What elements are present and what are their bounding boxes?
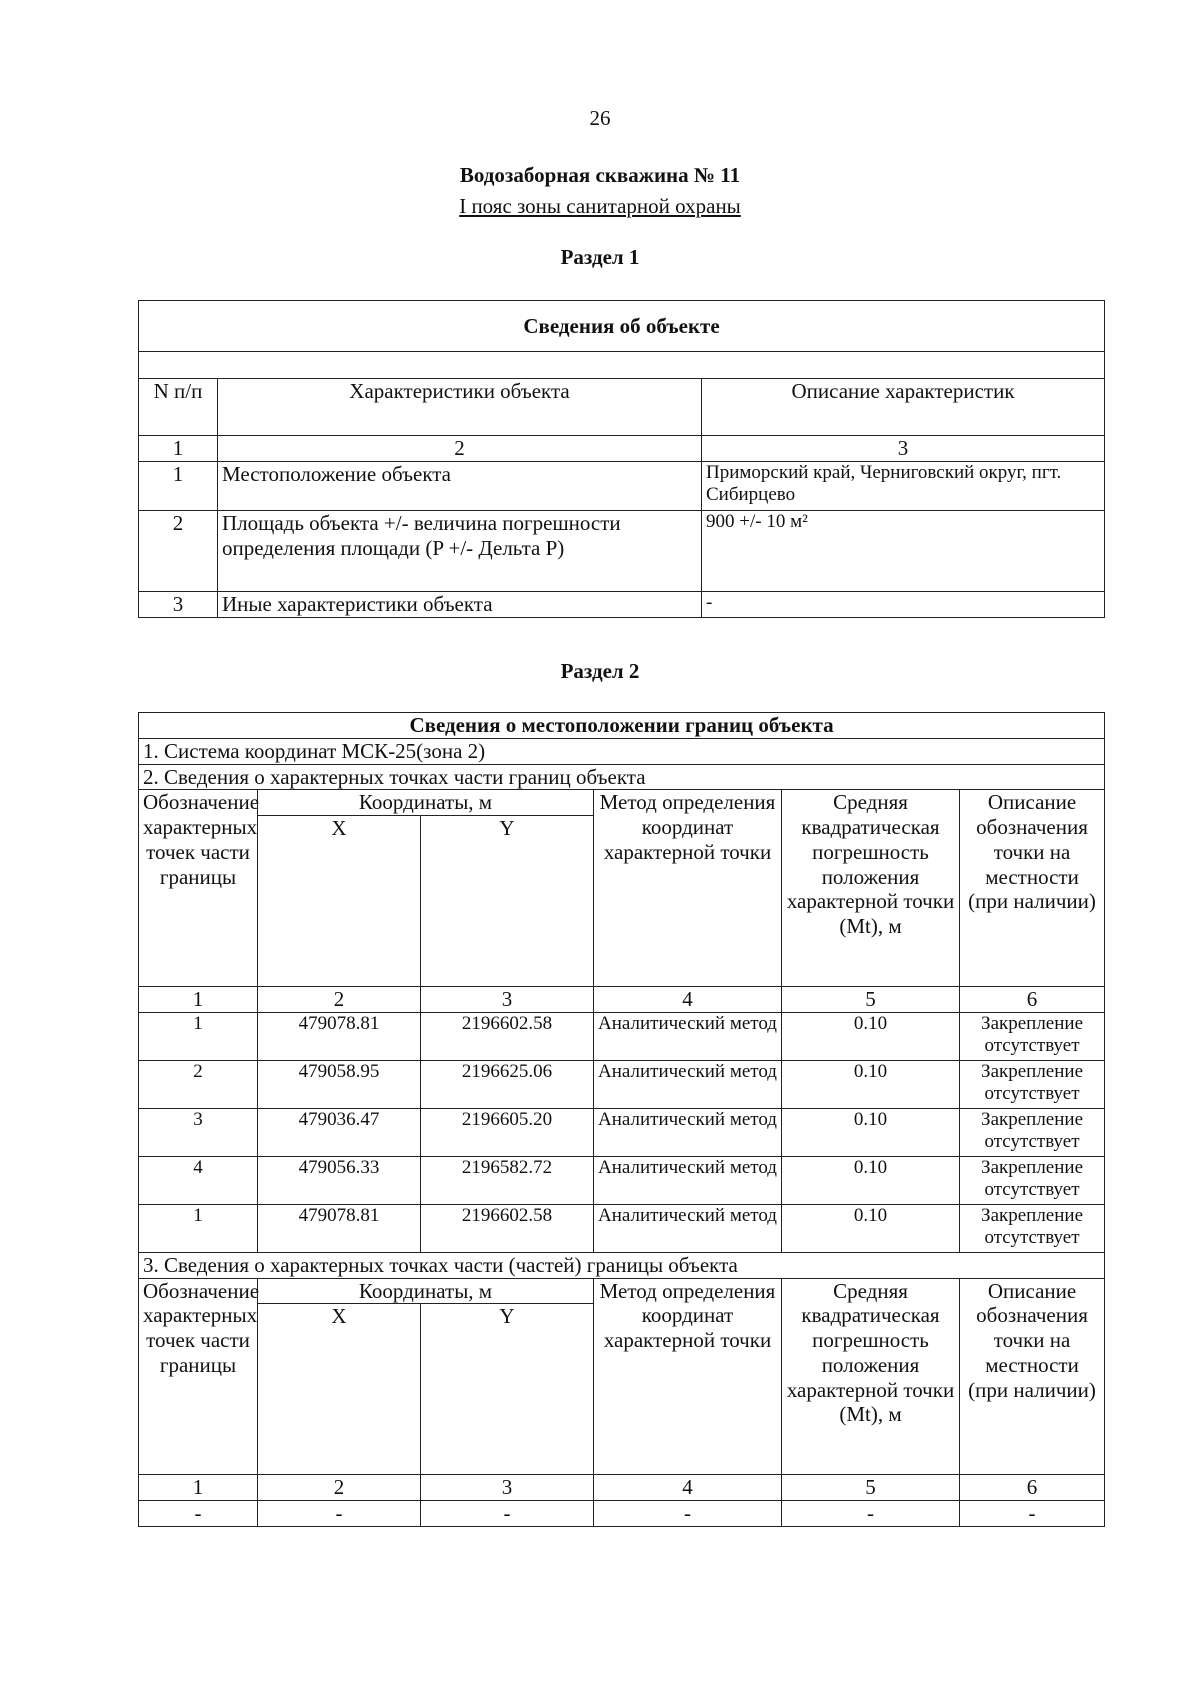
col-header-designation: Обозначение характерных точек части границы (139, 790, 258, 987)
point-description: Закрепление отсутствует (960, 1012, 1105, 1060)
location-info-table (138, 712, 1105, 1527)
point-y: 2196602.58 (421, 1012, 594, 1060)
dash-cell: - (258, 1501, 421, 1527)
object-info-row (139, 461, 1105, 510)
object-info-row (139, 510, 1105, 591)
col-header-description: Описание характеристик (702, 379, 1105, 436)
point-error: 0.10 (782, 1156, 960, 1204)
col-header-num: N п/п (139, 379, 218, 436)
col-number: 6 (960, 987, 1105, 1013)
col-number: 1 (139, 987, 258, 1013)
row-value: Приморский край, Черниговский округ, пгт. Сибирцево (702, 461, 1105, 510)
point-y: 2196605.20 (421, 1108, 594, 1156)
subtitle-text: I пояс зоны санитарной охраны (459, 194, 741, 218)
col-header-x: X (258, 816, 421, 987)
point-method: Аналитический метод (594, 1108, 782, 1156)
row-num: 2 (139, 510, 218, 591)
page-number: 26 (589, 106, 611, 130)
point-y: 2196625.06 (421, 1060, 594, 1108)
col-number: 5 (782, 987, 960, 1013)
point-description: Закрепление отсутствует (960, 1108, 1105, 1156)
col-number: 3 (421, 987, 594, 1013)
row-value: 900 +/- 10 м² (702, 510, 1105, 591)
point-error: 0.10 (782, 1108, 960, 1156)
dash-cell: - (139, 1501, 258, 1527)
col-header-description: Описание обозначения точки на местности (при наличии) (960, 790, 1105, 987)
col-header-method: Метод определения координат характерной точки (594, 790, 782, 987)
document-title: Водозаборная скважина № 11 (459, 163, 741, 187)
col-header-coords: Координаты, м (258, 790, 594, 816)
col-header-method: Метод определения координат характерной точки (594, 1278, 782, 1475)
point-row (139, 1012, 1105, 1060)
dash-cell: - (594, 1501, 782, 1527)
document-subtitle (0, 194, 1200, 219)
section-2-heading: Раздел 2 (560, 659, 640, 683)
col-number: 2 (218, 436, 702, 462)
point-y: 2196582.72 (421, 1156, 594, 1204)
col-number: 4 (594, 987, 782, 1013)
point-error: 0.10 (782, 1204, 960, 1252)
section-1-heading: Раздел 1 (560, 245, 640, 269)
col-header-y: Y (421, 1304, 594, 1475)
point-id: 1 (139, 1204, 258, 1252)
col-header-characteristic: Характеристики объекта (218, 379, 702, 436)
point-x: 479036.47 (258, 1108, 421, 1156)
col-header-designation: Обозначение характерных точек части границы (139, 1278, 258, 1475)
part1-column-numbers (139, 987, 1105, 1013)
col-number: 5 (782, 1475, 960, 1501)
empty-row (139, 352, 1105, 379)
row-name: Площадь объекта +/- величина погрешности определения площади (P +/- Дельта P) (218, 510, 702, 591)
dash-cell: - (960, 1501, 1105, 1527)
point-x: 479078.81 (258, 1204, 421, 1252)
col-number: 3 (421, 1475, 594, 1501)
dash-cell: - (782, 1501, 960, 1527)
col-header-description: Описание обозначения точки на местности (при наличии) (960, 1278, 1105, 1475)
point-row (139, 1156, 1105, 1204)
col-number: 2 (258, 1475, 421, 1501)
col-header-error: Средняя квадратическая погрешность положения характерной точки (Mt), м (782, 1278, 960, 1475)
part1-title: 2. Сведения о характерных точках части границ объекта (139, 764, 1105, 790)
col-number: 3 (702, 436, 1105, 462)
row-name: Местоположение объекта (218, 461, 702, 510)
point-error: 0.10 (782, 1012, 960, 1060)
point-y: 2196602.58 (421, 1204, 594, 1252)
row-name: Иные характеристики объекта (218, 591, 702, 617)
object-info-table (138, 300, 1105, 618)
col-number: 1 (139, 436, 218, 462)
location-info-header: Сведения о местоположении границ объекта (139, 713, 1105, 739)
part2-title: 3. Сведения о характерных точках части (частей) границы объекта (139, 1252, 1105, 1278)
point-row (139, 1108, 1105, 1156)
part2-column-numbers (139, 1475, 1105, 1501)
point-x: 479058.95 (258, 1060, 421, 1108)
point-method: Аналитический метод (594, 1060, 782, 1108)
coordinate-system: 1. Система координат МСК-25(зона 2) (139, 738, 1105, 764)
point-description: Закрепление отсутствует (960, 1204, 1105, 1252)
object-info-column-headers (139, 379, 1105, 436)
col-header-x: X (258, 1304, 421, 1475)
row-num: 1 (139, 461, 218, 510)
point-row (139, 1060, 1105, 1108)
col-header-error: Средняя квадратическая погрешность положения характерной точки (Mt), м (782, 790, 960, 987)
part1-column-headers (139, 790, 1105, 816)
point-id: 2 (139, 1060, 258, 1108)
object-info-row (139, 591, 1105, 617)
point-id: 1 (139, 1012, 258, 1060)
point-error: 0.10 (782, 1060, 960, 1108)
point-description: Закрепление отсутствует (960, 1156, 1105, 1204)
object-info-header: Сведения об объекте (139, 301, 1105, 352)
col-number: 6 (960, 1475, 1105, 1501)
point-description: Закрепление отсутствует (960, 1060, 1105, 1108)
row-num: 3 (139, 591, 218, 617)
object-info-column-numbers (139, 436, 1105, 462)
point-id: 4 (139, 1156, 258, 1204)
col-number: 2 (258, 987, 421, 1013)
point-method: Аналитический метод (594, 1012, 782, 1060)
col-header-coords: Координаты, м (258, 1278, 594, 1304)
dash-cell: - (421, 1501, 594, 1527)
point-x: 479056.33 (258, 1156, 421, 1204)
point-x: 479078.81 (258, 1012, 421, 1060)
point-method: Аналитический метод (594, 1156, 782, 1204)
empty-cell (139, 352, 1105, 379)
col-number: 4 (594, 1475, 782, 1501)
part2-column-headers (139, 1278, 1105, 1304)
part2-empty-row (139, 1501, 1105, 1527)
col-number: 1 (139, 1475, 258, 1501)
point-row (139, 1204, 1105, 1252)
point-method: Аналитический метод (594, 1204, 782, 1252)
point-id: 3 (139, 1108, 258, 1156)
col-header-y: Y (421, 816, 594, 987)
row-value: - (702, 591, 1105, 617)
